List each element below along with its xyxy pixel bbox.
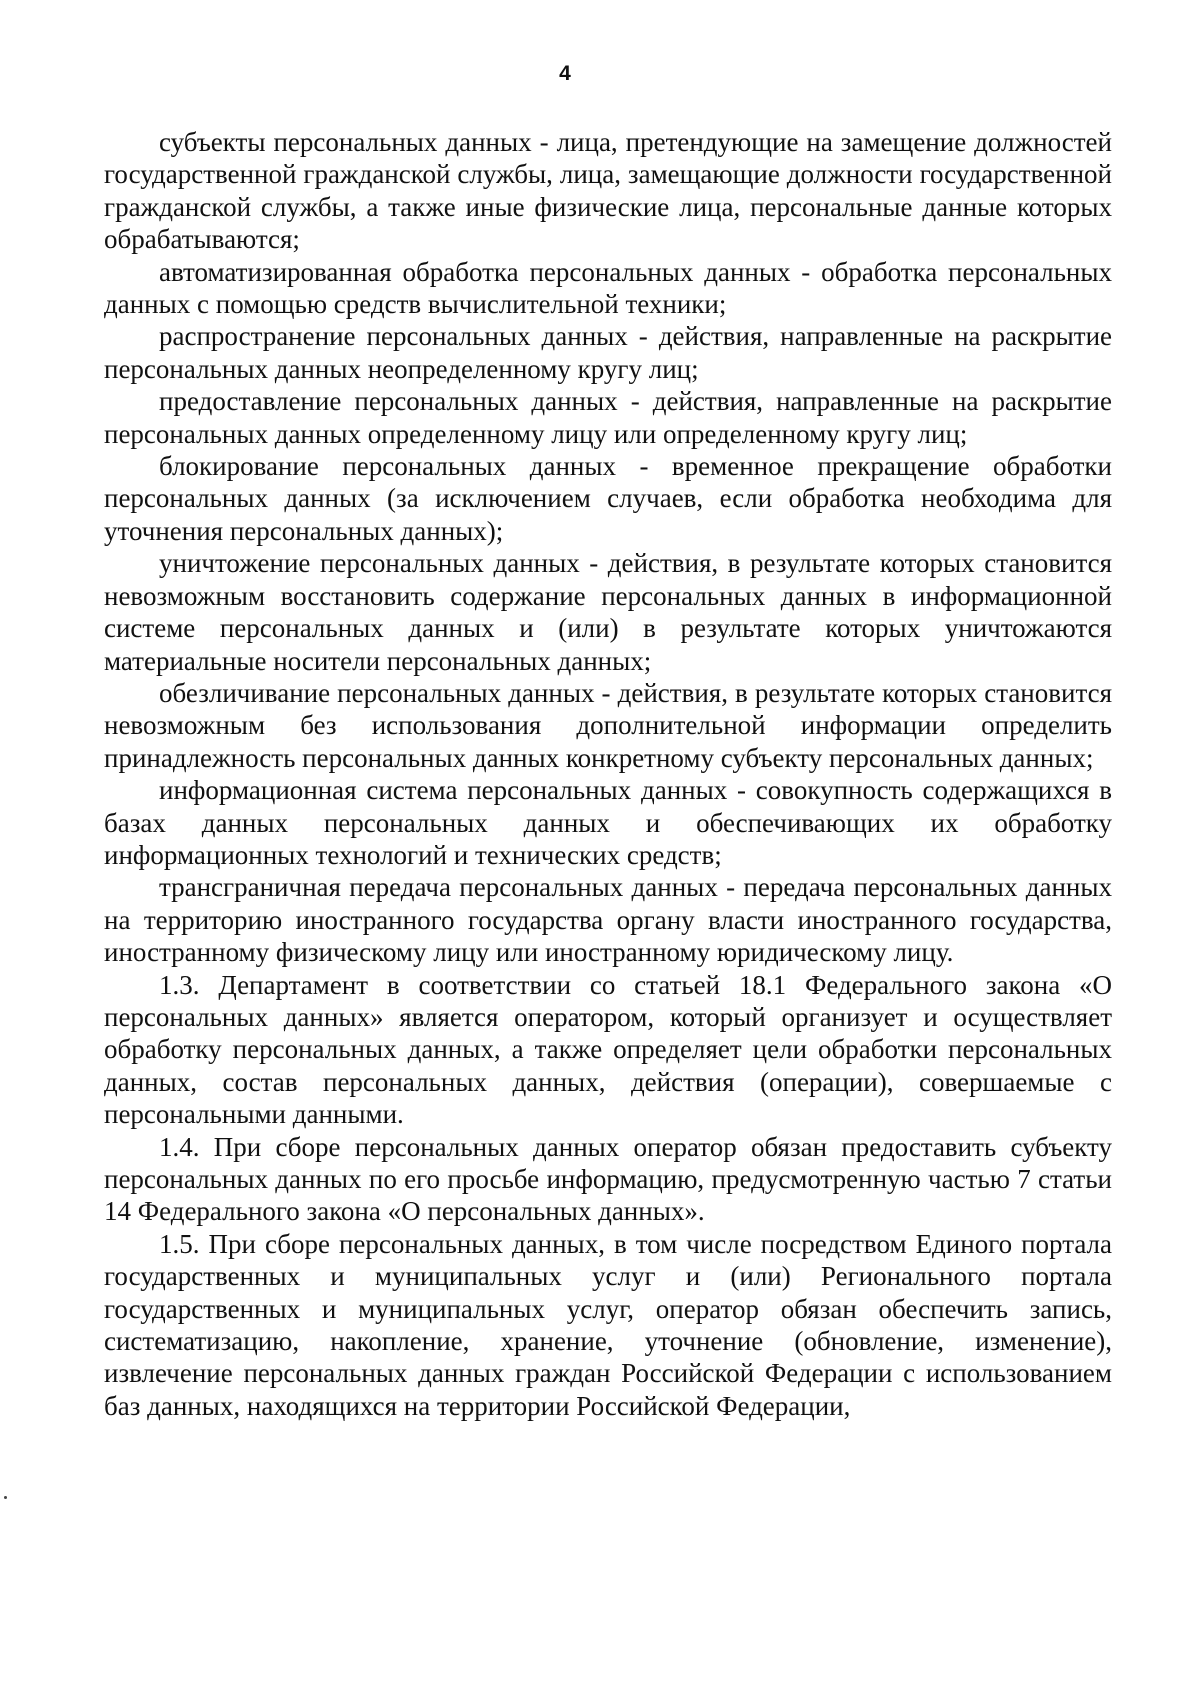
- paragraph-provision: предоставление персональных данных - действия, направленные на раскрытие персональных данных определенному лицу или определенному кругу лиц;: [104, 386, 1112, 449]
- paragraph-information-system: информационная система персональных данных - совокупность содержащихся в базах данных персональных данных и обеспечивающих их обработку информационных технологий и технических средств;: [104, 775, 1112, 870]
- page-number: 4: [559, 62, 571, 85]
- paragraph-blocking: блокирование персональных данных - временное прекращение обработки персональных данных (за исключением случаев, если обработка необходима для уточнения персональных данных);: [104, 451, 1112, 546]
- paragraph-personal-data-subjects: субъекты персональных данных - лица, претендующие на замещение должностей государственной гражданской службы, лица, замещающие должности государственной гражданской службы, а также иные физические лица, персональные данные которых обрабатываются;: [104, 127, 1112, 255]
- paragraph-destruction: уничтожение персональных данных - действия, в результате которых становится невозможным восстановить содержание персональных данных в информационной системе персональных данных и (или) в результате которых уничтожаются материальные носители персональных данных;: [104, 548, 1112, 676]
- paragraph-section-1-4: 1.4. При сборе персональных данных оператор обязан предоставить субъекту персональных данных по его просьбе информацию, предусмотренную частью 7 статьи 14 Федерального закона «О персональных данных».: [104, 1131, 1112, 1227]
- scan-speck: [4, 1496, 7, 1499]
- document-body: [104, 126, 1112, 1422]
- paragraph-section-1-3: 1.3. Департамент в соответствии со статьей 18.1 Федерального закона «О персональных данных» является оператором, который организует и осуществляет обработку персональных данных, а также определяет цели обработки персональных данных, состав персональных данных, действия (операции), совершаемые с персональными данными.: [104, 969, 1112, 1130]
- paragraph-cross-border-transfer: трансграничная передача персональных данных - передача персональных данных на территорию иностранного государства органу власти иностранного государства, иностранному физическому лицу или иностранному юридическому лицу.: [104, 872, 1112, 968]
- paragraph-dissemination: распространение персональных данных - действия, направленные на раскрытие персональных данных неопределенному кругу лиц;: [104, 321, 1112, 384]
- paragraph-automated-processing: автоматизированная обработка персональных данных - обработка персональных данных с помощью средств вычислительной техники;: [104, 256, 1112, 320]
- paragraph-section-1-5: 1.5. При сборе персональных данных, в том числе посредством Единого портала государственных и муниципальных услуг и (или) Регионального портала государственных и муниципальных услуг, оператор обязан обеспечить запись, систематизацию, накопление, хранение, уточнение (обновление, изменение), извлечение персональных данных граждан Российской Федерации с использованием баз данных, находящихся на территории Российской Федерации,: [104, 1228, 1112, 1421]
- paragraph-depersonalization: обезличивание персональных данных - действия, в результате которых становится невозможным без использования дополнительной информации определить принадлежность персональных данных конкретному субъекту персональных данных;: [104, 677, 1112, 773]
